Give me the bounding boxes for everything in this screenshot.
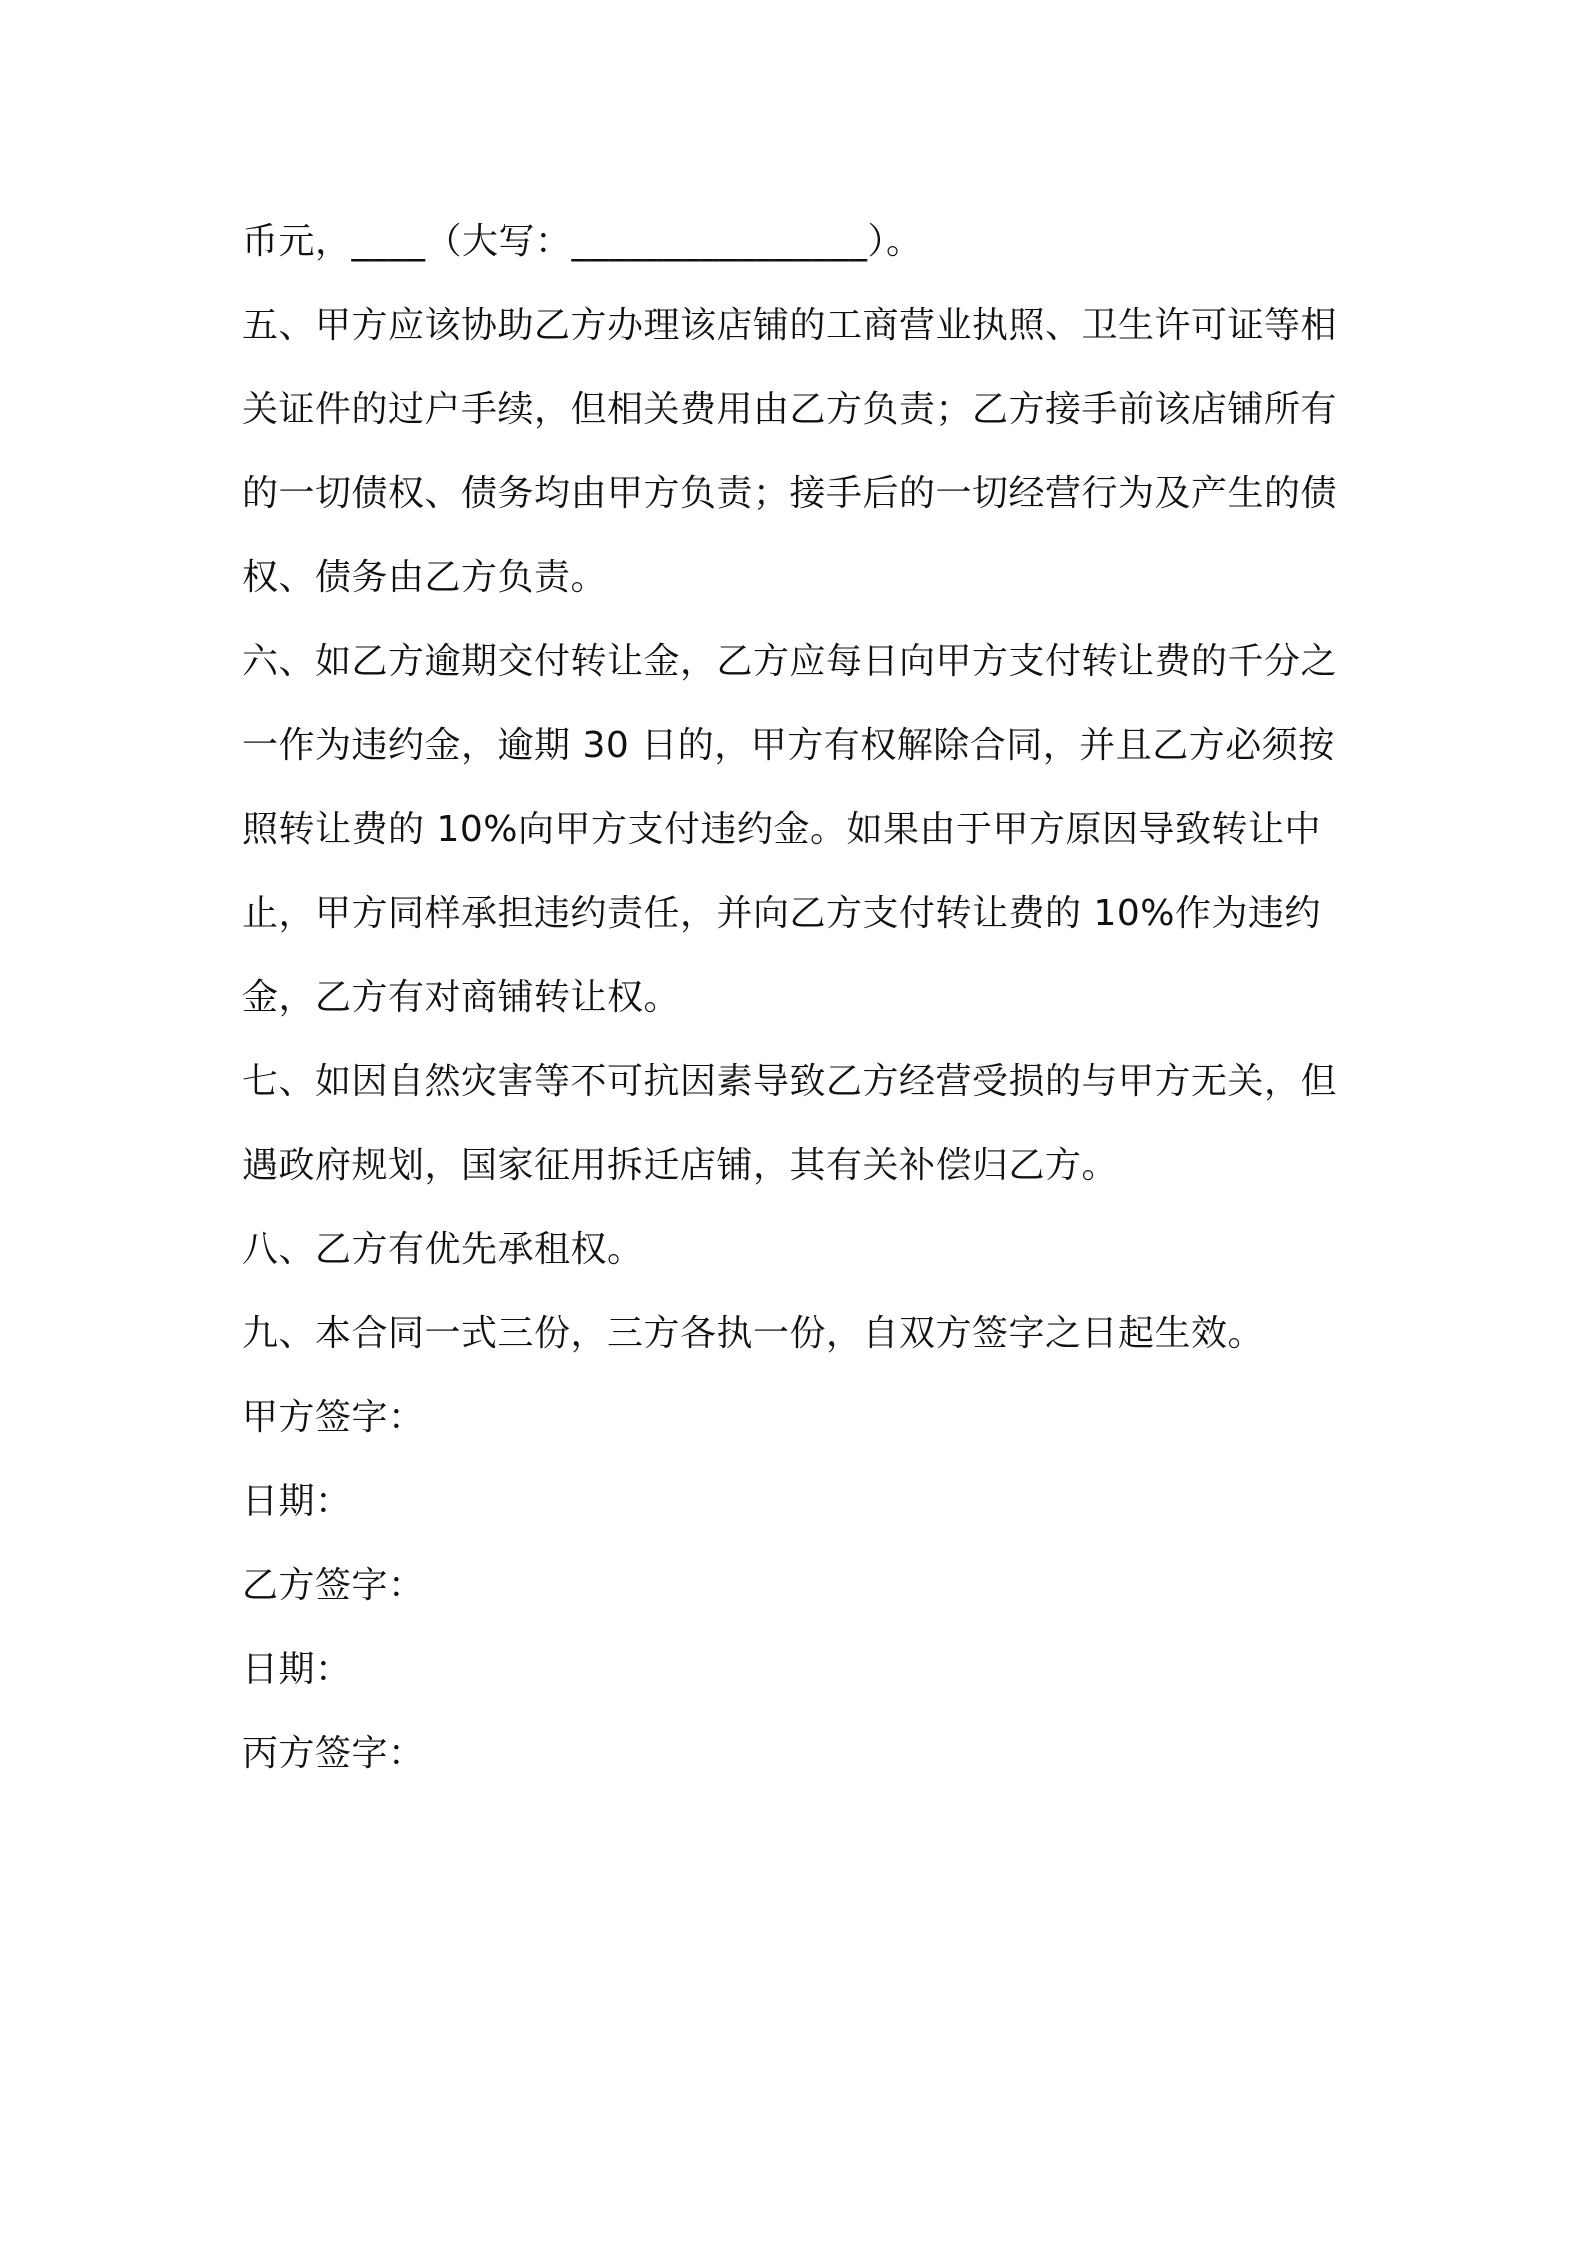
text-line: 金，乙方有对商铺转让权。 (242, 977, 681, 1018)
text-line: 币元，____（大写：________________）。 (242, 221, 923, 262)
text-line: 遇政府规划，国家征用拆迁店铺，其有关补偿归乙方。 (242, 1145, 1119, 1186)
text-line: 八、乙方有优先承租权。 (242, 1229, 644, 1270)
party-a-signature-label: 甲方签字： (242, 1397, 425, 1438)
text-line: 的一切债权、债务均由甲方负责；接手后的一切经营行为及产生的债 (242, 473, 1338, 514)
text-line: 照转让费的 10%向甲方支付违约金。如果由于甲方原因导致转让中 (242, 809, 1321, 850)
text-line: 一作为违约金，逾期 30 日的，甲方有权解除合同，并且乙方必须按 (242, 725, 1335, 766)
text-line: 关证件的过户手续，但相关费用由乙方负责；乙方接手前该店铺所有 (242, 389, 1338, 430)
party-b-date-label: 日期： (242, 1649, 352, 1690)
text-line: 七、如因自然灾害等不可抗因素导致乙方经营受损的与甲方无关，但 (242, 1061, 1338, 1102)
text-line: 九、本合同一式三份，三方各执一份，自双方签字之日起生效。 (242, 1313, 1265, 1354)
contract-body (242, 200, 1360, 1796)
text-line: 止，甲方同样承担违约责任，并向乙方支付转让费的 10%作为违约 (242, 893, 1321, 934)
party-a-date-label: 日期： (242, 1481, 352, 1522)
party-c-signature-label: 丙方签字： (242, 1733, 425, 1774)
text-line: 五、甲方应该协助乙方办理该店铺的工商营业执照、卫生许可证等相 (242, 305, 1338, 346)
party-b-signature-label: 乙方签字： (242, 1565, 425, 1606)
text-line: 权、债务由乙方负责。 (242, 557, 608, 598)
text-line: 六、如乙方逾期交付转让金，乙方应每日向甲方支付转让费的千分之 (242, 641, 1338, 682)
